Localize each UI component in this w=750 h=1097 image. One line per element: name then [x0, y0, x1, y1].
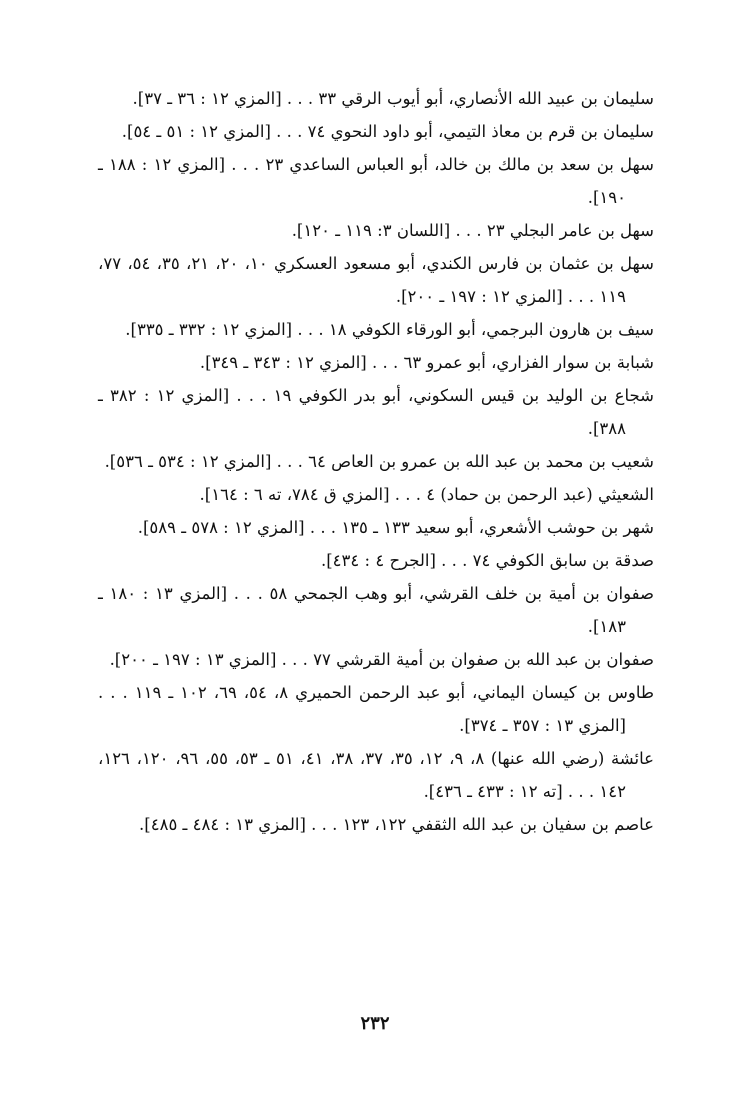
index-entry: طاوس بن كيسان اليماني، أبو عبد الرحمن الحميري ٨، ٥٤، ٦٩، ١٠٢ ـ ١١٩ . . . [المزي ١٣ : ٣٥٧ ـ ٣٧٤].: [98, 683, 654, 735]
index-entry: سهل بن سعد بن مالك بن خالد، أبو العباس الساعدي ٢٣ . . . [المزي ١٢ : ١٨٨ ـ ١٩٠].: [98, 155, 654, 207]
index-entry: صدقة بن سابق الكوفي ٧٤ . . . [الجرح ٤ : ٤٣٤].: [320, 551, 654, 570]
index-entry: سليمان بن عبيد الله الأنصاري، أبو أيوب الرقي ٣٣ . . . [المزي ١٢ : ٣٦ ـ ٣٧].: [132, 89, 654, 108]
page-number: ٢٣٢: [360, 1013, 390, 1034]
index-page: [98, 82, 654, 841]
index-entry: عاصم بن سفيان بن عبد الله الثقفي ١٢٢، ١٢٣ . . . [المزي ١٣ : ٤٨٤ ـ ٤٨٥].: [139, 815, 654, 834]
index-entry: شجاع بن الوليد بن قيس السكوني، أبو بدر الكوفي ١٩ . . . [المزي ١٢ : ٣٨٢ ـ ٣٨٨].: [98, 386, 654, 438]
index-entry: صفوان بن عبد الله بن صفوان بن أمية القرشي ٧٧ . . . [المزي ١٣ : ١٩٧ ـ ٢٠٠].: [109, 650, 654, 669]
index-entry: صفوان بن أمية بن خلف القرشي، أبو وهب الجمحي ٥٨ . . . [المزي ١٣ : ١٨٠ ـ ١٨٣].: [98, 584, 654, 636]
index-entry: الشعيثي (عبد الرحمن بن حماد) ٤ . . . [المزي ق ٧٨٤، ته ٦ : ١٦٤].: [199, 485, 654, 504]
index-entry: سهل بن عامر البجلي ٢٣ . . . [اللسان ٣: ١١٩ ـ ١٢٠].: [291, 221, 654, 240]
index-entry: سيف بن هارون البرجمي، أبو الورقاء الكوفي ١٨ . . . [المزي ١٢ : ٣٣٢ ـ ٣٣٥].: [125, 320, 654, 339]
index-entry: سهل بن عثمان بن فارس الكندي، أبو مسعود العسكري ١٠، ٢٠، ٢١، ٣٥، ٥٤، ٧٧، ١١٩ . . . [المزي ١٢ : ١٩٧ ـ ٢٠٠].: [98, 254, 654, 306]
index-entry: شبابة بن سوار الفزاري، أبو عمرو ٦٣ . . . [المزي ١٢ : ٣٤٣ ـ ٣٤٩].: [199, 353, 654, 372]
index-entry: عائشة (رضي الله عنها) ٨، ٩، ١٢، ٣٥، ٣٧، ٣٨، ٤١، ٥١ ـ ٥٣، ٥٥، ٩٦، ١٢٠، ١٢٦، ١٤٢ . . . [ته ١٢ : ٤٣٣ ـ ٤٣٦].: [98, 749, 654, 801]
index-entry: شعيب بن محمد بن عبد الله بن عمرو بن العاص ٦٤ . . . [المزي ١٢ : ٥٣٤ ـ ٥٣٦].: [104, 452, 654, 471]
index-entry: شهر بن حوشب الأشعري، أبو سعيد ١٣٣ ـ ١٣٥ . . . [المزي ١٢ : ٥٧٨ ـ ٥٨٩].: [137, 518, 654, 537]
index-entry: سليمان بن قرم بن معاذ التيمي، أبو داود النحوي ٧٤ . . . [المزي ١٢ : ٥١ ـ ٥٤].: [121, 122, 654, 141]
